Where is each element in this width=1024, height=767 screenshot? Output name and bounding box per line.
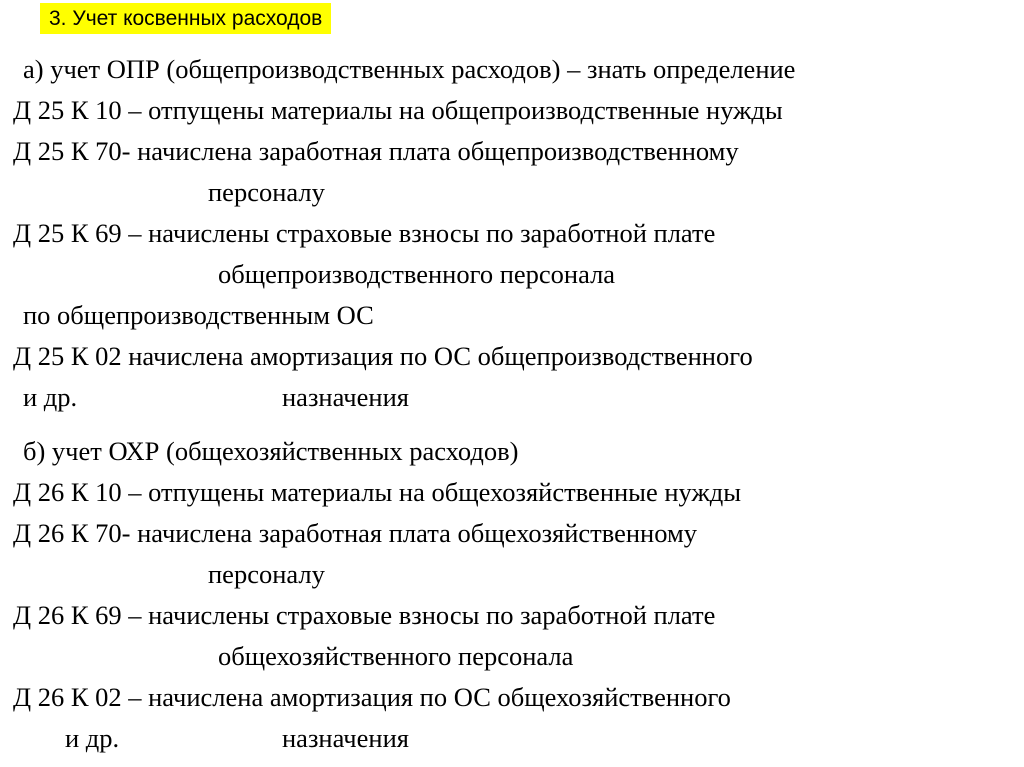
entry-a-os-note: по общепроизводственным ОС: [23, 300, 374, 330]
entry-a-d25-k69-continuation: общепроизводственного персонала: [218, 259, 616, 289]
entry-a-d25-k02-continuation: [0, 381, 1024, 413]
entry-b-d26-k70: Д 26 К 70- начислена заработная плата общехозяйственному: [13, 518, 697, 548]
entry-a-d25-k10: Д 25 К 10 – отпущены материалы на общепроизводственные нужды: [13, 95, 783, 125]
entry-a-d25-k70-continuation: персоналу: [208, 177, 325, 207]
entry-b-d26-k69: Д 26 К 69 – начислены страховые взносы по заработной плате: [13, 600, 716, 630]
entry-b-purpose: назначения: [282, 723, 409, 753]
entry-b-d26-k02: Д 26 К 02 – начислена амортизация по ОС общехозяйственного: [13, 682, 731, 712]
entry-a-d25-k69: Д 25 К 69 – начислены страховые взносы по заработной плате: [13, 218, 716, 248]
entry-b-etc: и др.: [65, 723, 120, 753]
entry-b-d26-k69-continuation: общехозяйственного персонала: [218, 641, 574, 671]
entry-a-d25-k02: Д 25 К 02 начислена амортизация по ОС общепроизводственного: [13, 341, 753, 371]
entry-b-d26-k70-continuation: персоналу: [208, 559, 325, 589]
slide-title: 3. Учет косвенных расходов: [40, 3, 331, 34]
section-b-heading: б) учет ОХР (общехозяйственных расходов): [23, 436, 519, 466]
entry-b-d26-k10: Д 26 К 10 – отпущены материалы на общехозяйственные нужды: [13, 477, 742, 507]
section-a-heading: а) учет ОПР (общепроизводственных расходов) – знать определение: [23, 54, 796, 84]
entry-a-etc: и др.: [23, 382, 78, 412]
entry-b-d26-k02-continuation: [0, 722, 1024, 754]
entry-a-d25-k70: Д 25 К 70- начислена заработная плата общепроизводственному: [13, 136, 739, 166]
entry-a-purpose: назначения: [282, 382, 409, 412]
